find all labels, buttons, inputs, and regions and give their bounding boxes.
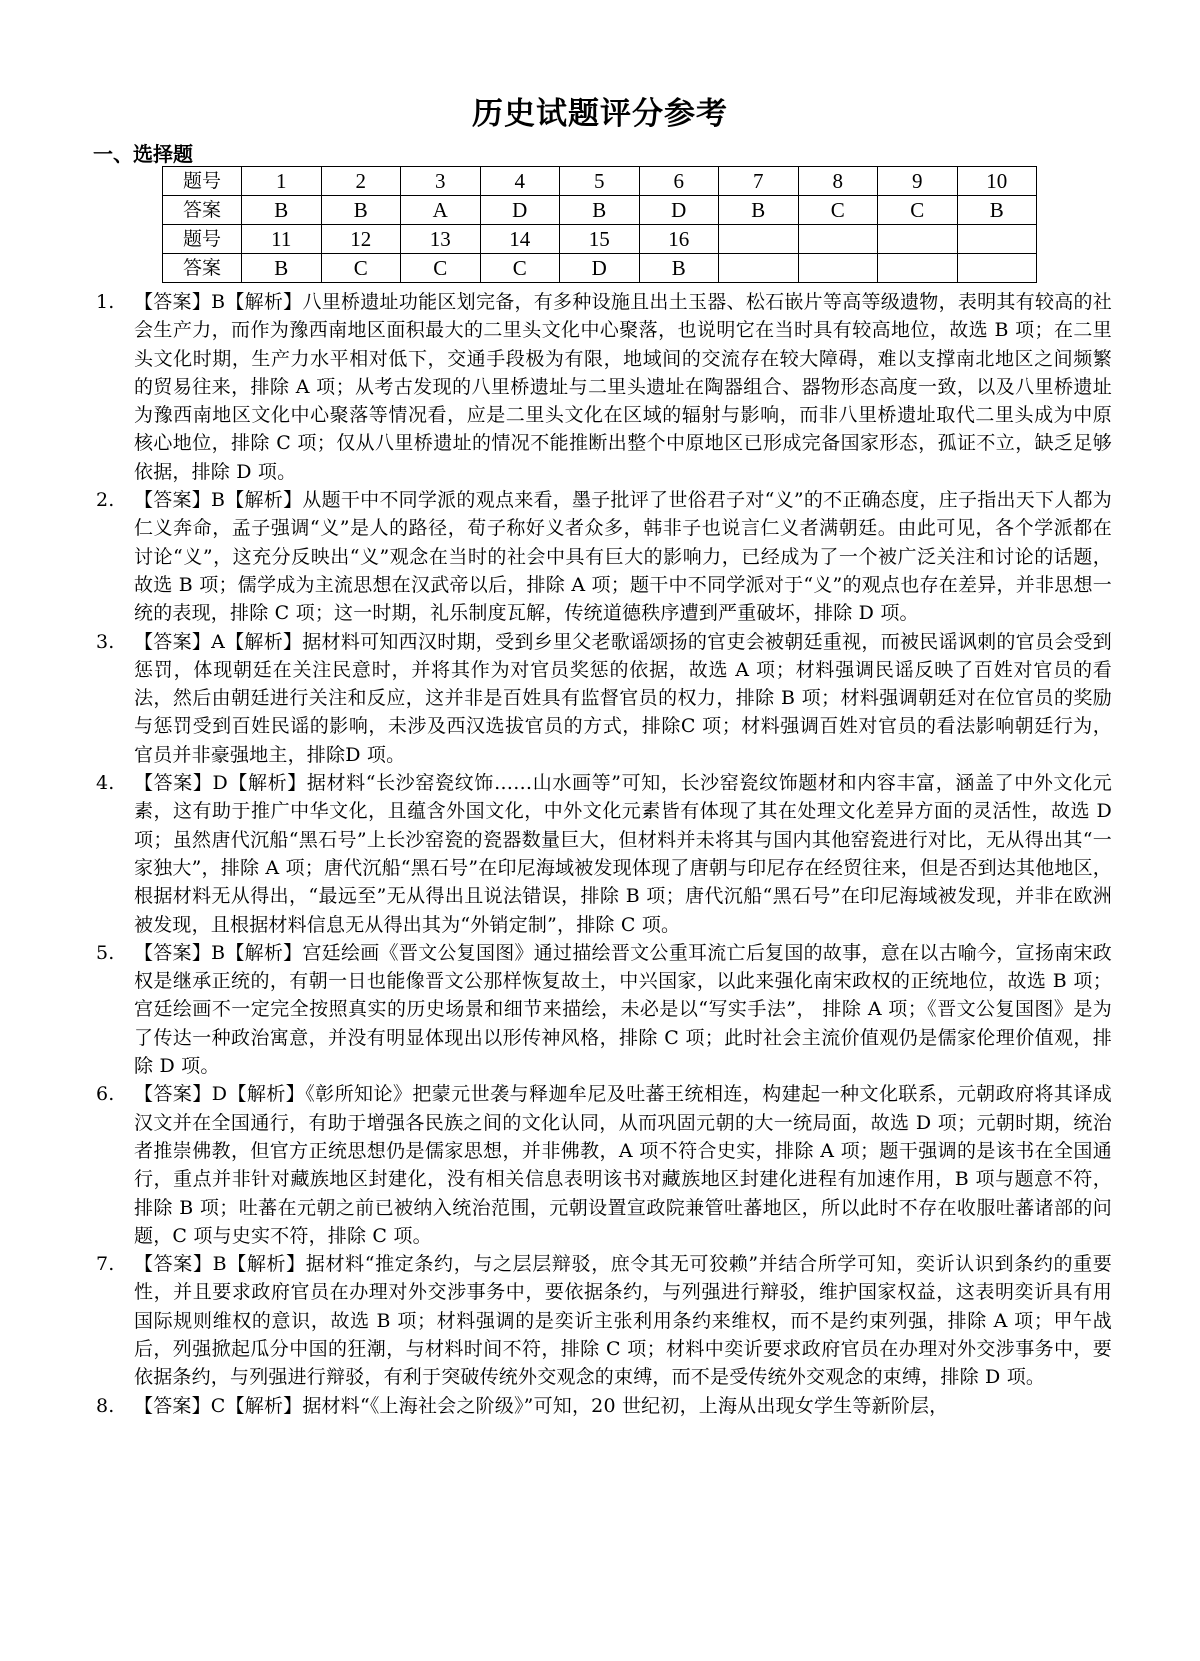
table-cell: 11 — [242, 225, 322, 254]
table-cell — [957, 225, 1037, 254]
item-text: 【答案】B【解析】据材料“推定条约，与之层层辩驳，庶令其无可狡赖”并结合所学可知，奕䜣认识到条约的重要性，并且要求政府官员在办理对外交涉事务中，要依据条约，与列强进行辩驳，维护国家权益，这表明奕䜣具有用国际规则维权的意识，故选 B 项；材料强调的是奕䜣主张利用条约来维权，而不是约束列强，排除 A 项；甲午战后，列强掀起瓜分中国的狂潮，与材料时间不符，排除 C 项；材料中奕䜣要求政府官员在办理对外交涉事务中，要依据条约，与列强进行辩驳，有利于突破传统外交观念的束缚，而不是受传统外交观念的束缚，排除 D 项。 — [134, 1253, 1112, 1389]
table-cell: 8 — [798, 167, 878, 196]
table-row — [163, 167, 1037, 196]
page-title: 历史试题评分参考 — [472, 96, 728, 132]
table-cell: 10 — [957, 167, 1037, 196]
answer-explanations — [92, 288, 1112, 1420]
table-cell: D — [560, 254, 640, 283]
item-text: 【答案】D【解析】《彰所知论》把蒙元世袭与释迦牟尼及吐蕃王统相连，构建起一种文化联系，元朝政府将其译成汉文并在全国通行，有助于增强各民族之间的文化认同，从而巩固元朝的大一统局面，故选 D 项；元朝时期，统治者推崇佛教，但官方正统思想仍是儒家思想，并非佛教，A 项不符合史实，排除 A 项；题干强调的是该书在全国通行，重点并非针对藏族地区封建化，没有相关信息表明该书对藏族地区封建化进程有加速作用，B 项与题意不符，排除 B 项；吐蕃在元朝之前已被纳入统治范围，元朝设置宣政院兼管吐蕃地区，所以此时不存在收服吐蕃诸部的问题，C 项与史实不符，排除 C 项。 — [134, 1083, 1112, 1247]
table-cell: 3 — [401, 167, 481, 196]
table-cell: 7 — [719, 167, 799, 196]
table-cell: B — [242, 254, 322, 283]
item-text: 【答案】C【解析】据材料“《上海社会之阶级》”可知，20 世纪初，上海从出现女学生等新阶层， — [134, 1394, 949, 1417]
item-number: 5. — [96, 941, 115, 964]
table-cell — [878, 254, 958, 283]
table-cell: C — [878, 196, 958, 225]
list-item — [92, 939, 1112, 1080]
table-cell: B — [639, 254, 719, 283]
table-cell: 12 — [321, 225, 401, 254]
item-number: 4. — [96, 772, 115, 795]
list-item — [92, 288, 1112, 486]
item-number: 1. — [96, 291, 115, 313]
table-cell: A — [401, 196, 481, 225]
table-cell: B — [560, 196, 640, 225]
table-cell: 16 — [639, 225, 719, 254]
item-number: 6. — [96, 1083, 115, 1106]
table-cell: B — [321, 196, 401, 225]
table-cell — [957, 254, 1037, 283]
table-cell: B — [719, 196, 799, 225]
table-cell: C — [401, 254, 481, 283]
section-heading: 一、选择题 — [93, 142, 193, 166]
row-header: 题号 — [163, 167, 242, 196]
item-text: 【答案】A【解析】据材料可知西汉时期，受到乡里父老歌谣颂扬的官吏会被朝廷重视，而被民谣讽刺的官员会受到惩罚，体现朝廷在关注民意时，并将其作为对官员奖惩的依据，故选 A 项；材料强调民谣反映了百姓对官员的看法，然后由朝廷进行关注和反应，这并非是百姓具有监督官员的权力，排除 B 项；材料强调朝廷对在位官员的奖励与惩罚受到百姓民谣的影响，未涉及西汉选拔官员的方式，排除C 项；材料强调百姓对官员的看法影响朝廷行为，官员并非豪强地主，排除D 项。 — [134, 630, 1112, 766]
table-cell: 1 — [242, 167, 322, 196]
table-cell: D — [639, 196, 719, 225]
item-number: 3. — [96, 630, 115, 653]
item-text: 【答案】D【解析】据材料“长沙窑瓷纹饰……山水画等”可知，长沙窑瓷纹饰题材和内容丰富，涵盖了中外文化元素，这有助于推广中华文化，且蕴含外国文化，中外文化元素皆有体现了其在处理文化差异方面的灵活性，故选 D 项；虽然唐代沉船“黑石号”上长沙窑瓷的瓷器数量巨大，但材料并未将其与国内其他窑瓷进行对比，无从得出其“一家独大”，排除 A 项；唐代沉船“黑石号”在印尼海域被发现体现了唐朝与印尼存在经贸往来，但是否到达其他地区，根据材料无从得出，“最远至”无从得出且说法错误，排除 B 项；唐代沉船“黑石号”在印尼海域被发现，并非在欧洲被发现，且根据材料信息无从得出其为“外销定制”，排除 C 项。 — [134, 772, 1112, 936]
table-cell — [798, 225, 878, 254]
answer-table — [162, 166, 1037, 283]
list-item — [92, 628, 1112, 769]
table-cell: 13 — [401, 225, 481, 254]
table-cell — [878, 225, 958, 254]
item-text: 【答案】B【解析】宫廷绘画《晋文公复国图》通过描绘晋文公重耳流亡后复国的故事，意在以古喻今，宣扬南宋政权是继承正统的，有朝一日也能像晋文公那样恢复故土，中兴国家，以此来强化南宋政权的正统地位，故选 B 项；宫廷绘画不一定完全按照真实的历史场景和细节来描绘，未必是以“写实手法”， 排除 A 项；《晋文公复国图》是为了传达一种政治寓意，并没有明显体现出以形传神风格，排除 C 项；此时社会主流价值观仍是儒家伦理价值观，排除 D 项。 — [134, 941, 1112, 1078]
list-item — [92, 1250, 1112, 1391]
table-cell: C — [321, 254, 401, 283]
table-row — [163, 225, 1037, 254]
table-cell: 4 — [480, 167, 560, 196]
row-header: 答案 — [163, 254, 242, 283]
list-item — [92, 769, 1112, 939]
item-text: 【答案】B【解析】八里桥遗址功能区划完备，有多种设施且出土玉器、松石嵌片等高等级遗物，表明其有较高的社会生产力，而作为豫西南地区面积最大的二里头文化中心聚落，也说明它在当时具有较高地位，故选 B 项；在二里头文化时期，生产力水平相对低下，交通手段极为有限，地域间的交流存在较大障碍，难以支撑南北地区之间频繁的贸易往来，排除 A 项；从考古发现的八里桥遗址与二里头遗址在陶器组合、器物形态高度一致，以及八里桥遗址为豫西南地区文化中心聚落等情况看，应是二里头文化在区域的辐射与影响，而非八里桥遗址取代二里头成为中原核心地位，排除 C 项；仅从八里桥遗址的情况不能推断出整个中原地区已形成完备国家形态，孤证不立，缺乏足够依据，排除 D 项。 — [134, 291, 1112, 483]
table-cell: B — [242, 196, 322, 225]
item-number: 8. — [96, 1394, 115, 1417]
table-cell: C — [798, 196, 878, 225]
table-cell: B — [957, 196, 1037, 225]
table-row — [163, 254, 1037, 283]
table-cell: 9 — [878, 167, 958, 196]
table-cell — [719, 254, 799, 283]
table-cell: 15 — [560, 225, 640, 254]
list-item — [92, 486, 1112, 627]
table-cell — [798, 254, 878, 283]
table-cell: 2 — [321, 167, 401, 196]
table-cell: C — [480, 254, 560, 283]
table-cell: 5 — [560, 167, 640, 196]
list-item — [92, 1392, 1112, 1420]
table-cell — [719, 225, 799, 254]
table-cell: 14 — [480, 225, 560, 254]
item-text: 【答案】B【解析】从题干中不同学派的观点来看，墨子批评了世俗君子对“义”的不正确态度，庄子指出天下人都为仁义奔命，孟子强调“义”是人的路径，荀子称好义者众多，韩非子也说言仁义者满朝廷。由此可见，各个学派都在讨论“义”，这充分反映出“义”观念在当时的社会中具有巨大的影响力，已经成为了一个被广泛关注和讨论的话题，故选 B 项；儒学成为主流思想在汉武帝以后，排除 A 项；题干中不同学派对于“义”的观点也存在差异，并非思想一统的表现，排除 C 项；这一时期，礼乐制度瓦解，传统道德秩序遭到严重破坏，排除 D 项。 — [134, 489, 1112, 625]
list-item — [92, 1080, 1112, 1250]
row-header: 题号 — [163, 225, 242, 254]
item-number: 2. — [96, 489, 115, 512]
row-header: 答案 — [163, 196, 242, 225]
item-number: 7. — [96, 1253, 115, 1276]
table-cell: 6 — [639, 167, 719, 196]
table-row — [163, 196, 1037, 225]
table-cell: D — [480, 196, 560, 225]
